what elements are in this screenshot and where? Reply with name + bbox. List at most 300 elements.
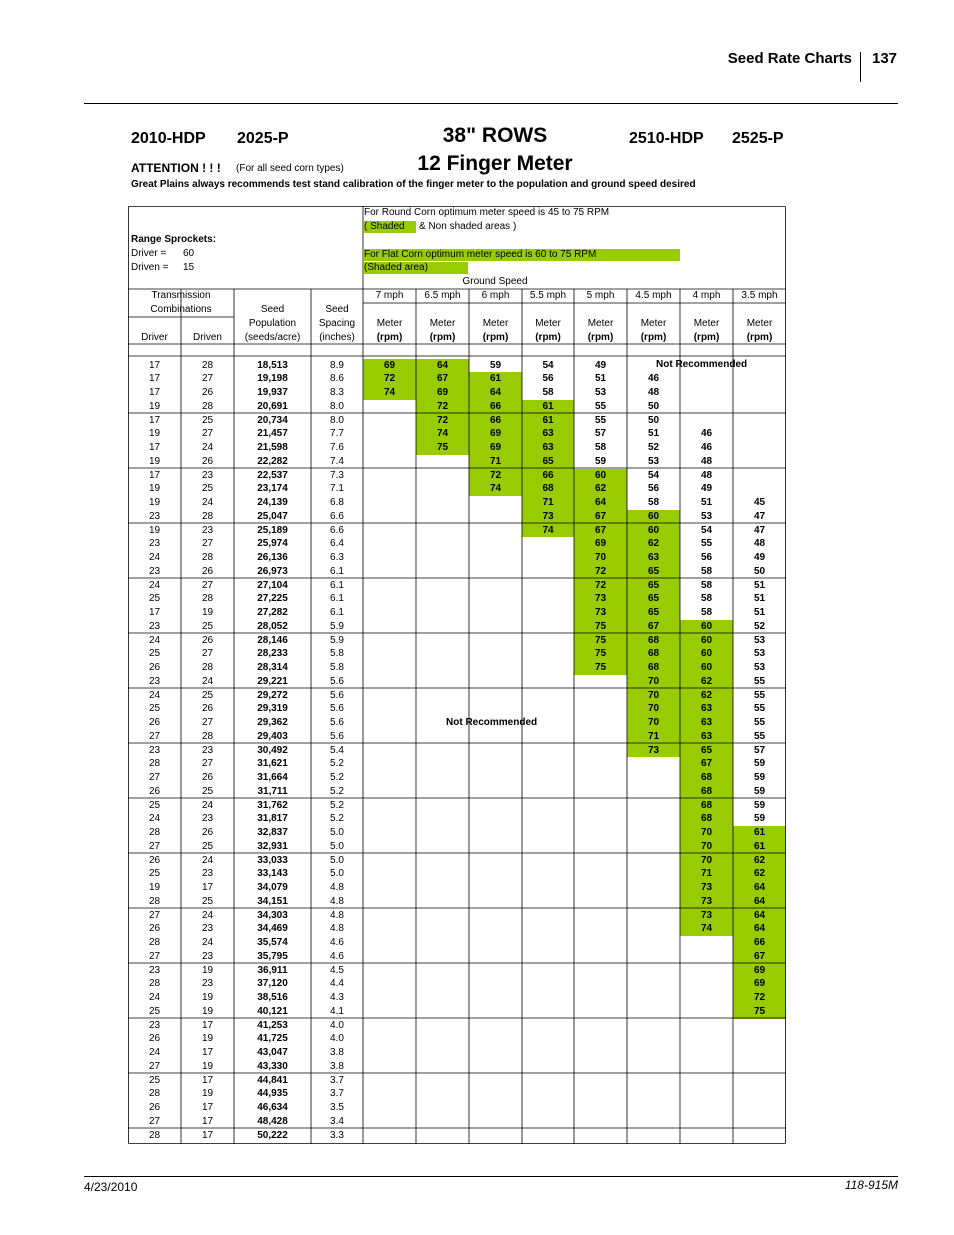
- driven-cell: 28: [201, 400, 214, 412]
- meter-rpm-cell: 53: [753, 662, 766, 673]
- spacing-cell: 5.8: [330, 648, 344, 660]
- driver-cell: 28: [148, 895, 161, 907]
- meter-rpm-cell: 56: [700, 552, 713, 563]
- population-cell: 25,974: [257, 538, 288, 550]
- driver-cell: 28: [148, 1129, 161, 1141]
- spacing-cell: 6.1: [330, 579, 344, 591]
- meter-rpm-cell: 64: [574, 496, 627, 510]
- driver-cell: 24: [148, 579, 161, 591]
- spacing-cell: 5.6: [330, 689, 344, 701]
- meter-rpm-cell: 62: [733, 867, 786, 881]
- section-title: Seed Rate Charts: [727, 50, 852, 67]
- population-cell: 50,222: [257, 1129, 288, 1141]
- driver-cell: 17: [148, 359, 161, 371]
- population-cell: 41,253: [257, 1019, 288, 1031]
- driver-cell: 23: [148, 1019, 161, 1031]
- meter-rpm-cell: 70: [574, 551, 627, 565]
- spacing-cell: 5.0: [330, 868, 344, 880]
- meter-rpm-cell: 49: [700, 483, 713, 495]
- driven-cell: 23: [201, 978, 214, 990]
- rpm-header: (rpm): [429, 332, 456, 343]
- population-cell: 26,973: [257, 565, 288, 577]
- meter-rpm-cell: 67: [574, 510, 627, 524]
- meter-rpm-cell: 54: [700, 524, 713, 536]
- spacing-cell: 5.2: [330, 813, 344, 825]
- driven-cell: 27: [201, 373, 214, 385]
- meter-rpm-cell: 63: [680, 730, 733, 744]
- meter-rpm-cell: 60: [680, 620, 733, 634]
- meter-rpm-cell: 51: [753, 579, 766, 591]
- spacing-cell: 8.0: [330, 400, 344, 412]
- meter-rpm-cell: 71: [469, 455, 522, 469]
- driven-cell: 19: [201, 1060, 214, 1072]
- driven-cell: 17: [201, 1019, 214, 1031]
- meter-rpm-cell: 61: [733, 840, 786, 854]
- meter-rpm-cell: 64: [469, 386, 522, 400]
- chart-title-rows: 38" ROWS: [442, 124, 548, 147]
- meter-rpm-cell: 60: [627, 524, 680, 538]
- meter-rpm-cell: 60: [627, 510, 680, 524]
- meter-rpm-cell: 51: [647, 428, 660, 440]
- meter-rpm-cell: 53: [753, 648, 766, 660]
- driven-cell: 27: [201, 538, 214, 550]
- population-cell: 22,282: [257, 455, 288, 467]
- meter-rpm-cell: 60: [680, 647, 733, 661]
- spacing-cell: 3.4: [330, 1115, 344, 1127]
- spacing-cell: 5.9: [330, 634, 344, 646]
- meter-rpm-cell: 65: [627, 565, 680, 579]
- driver-cell: 24: [148, 1047, 161, 1058]
- driver-cell: 19: [148, 882, 161, 893]
- header-separator: [860, 52, 861, 82]
- meter-rpm-cell: 73: [522, 510, 574, 524]
- spacing-cell: 5.6: [330, 717, 344, 728]
- driven-cell: 17: [201, 1074, 214, 1086]
- spacing-cell: 8.0: [330, 414, 344, 426]
- driver-cell: 19: [148, 497, 161, 508]
- population-cell: 27,225: [257, 593, 288, 605]
- round-corn-shaded-label: ( Shaded: [364, 221, 416, 233]
- population-cell: 31,621: [257, 758, 288, 770]
- meter-rpm-cell: 58: [647, 497, 660, 508]
- speed-header: 4.5 mph: [635, 290, 672, 301]
- meter-rpm-cell: 75: [416, 441, 469, 455]
- driven-sprocket-label: Driven =: [131, 262, 169, 273]
- meter-rpm-cell: 54: [542, 359, 554, 371]
- meter-rpm-cell: 70: [627, 716, 680, 730]
- population-cell: 37,120: [257, 978, 288, 990]
- spacing-cell: 3.8: [330, 1060, 344, 1072]
- driver-cell: 25: [148, 703, 161, 715]
- population-cell: 29,272: [257, 689, 288, 701]
- spacing-cell: 5.0: [330, 827, 344, 838]
- meter-rpm-cell: 59: [753, 772, 766, 783]
- population-cell: 20,734: [257, 414, 288, 426]
- meter-rpm-cell: 65: [522, 455, 574, 469]
- population-cell: 41,725: [257, 1033, 288, 1045]
- spacing-cell: 5.2: [330, 758, 344, 770]
- meter-rpm-cell: 67: [733, 950, 786, 964]
- driven-cell: 23: [201, 923, 214, 935]
- meter-rpm-cell: 58: [542, 387, 554, 398]
- meter-header: Meter: [693, 318, 720, 329]
- driver-cell: 17: [148, 387, 161, 398]
- population-cell: 40,121: [257, 1005, 288, 1017]
- meter-rpm-cell: 68: [680, 785, 733, 799]
- spacing-cell: 5.8: [330, 662, 344, 673]
- population-cell: 32,837: [257, 827, 288, 838]
- driver-cell: 23: [148, 964, 161, 976]
- driver-cell: 27: [148, 909, 161, 921]
- driver-cell: 26: [148, 785, 161, 797]
- speed-header: 6 mph: [481, 290, 510, 301]
- meter-rpm-cell: 70: [680, 840, 733, 854]
- population-cell: 22,537: [257, 469, 288, 481]
- spacing-cell: 4.3: [330, 992, 344, 1003]
- population-cell: 24,139: [257, 497, 288, 508]
- driven-cell: 17: [201, 1102, 214, 1113]
- meter-rpm-cell: 68: [680, 799, 733, 813]
- meter-rpm-cell: 59: [753, 785, 766, 797]
- meter-rpm-cell: 55: [700, 538, 713, 550]
- population-cell: 44,935: [257, 1088, 288, 1100]
- meter-rpm-cell: 46: [700, 428, 713, 440]
- driver-cell: 23: [148, 565, 161, 577]
- driven-cell: 26: [201, 827, 214, 838]
- meter-rpm-cell: 75: [574, 620, 627, 634]
- driver-cell: 19: [148, 524, 161, 536]
- driven-cell: 19: [201, 1088, 214, 1100]
- meter-rpm-cell: 69: [733, 977, 786, 991]
- driver-cell: 17: [148, 414, 161, 426]
- population-cell: 35,574: [257, 937, 288, 948]
- spacing-cell: 4.8: [330, 909, 344, 921]
- driven-cell: 28: [201, 662, 214, 673]
- spacing-cell: 4.6: [330, 937, 344, 948]
- meter-rpm-cell: 72: [416, 400, 469, 414]
- driven-cell: 26: [201, 634, 214, 646]
- spacing-cell: 5.9: [330, 620, 344, 632]
- meter-rpm-cell: 56: [542, 373, 554, 385]
- driven-cell: 24: [201, 854, 214, 866]
- driven-cell: 17: [201, 882, 214, 893]
- meter-rpm-cell: 59: [753, 799, 766, 811]
- population-cell: 19,937: [257, 387, 288, 398]
- population-cell: 26,136: [257, 552, 288, 563]
- meter-rpm-cell: 72: [469, 469, 522, 483]
- spacing-cell: 3.3: [330, 1129, 344, 1141]
- meter-rpm-cell: 69: [469, 427, 522, 441]
- driver-cell: 19: [148, 483, 161, 495]
- driver-cell: 27: [148, 1115, 161, 1127]
- meter-rpm-cell: 58: [594, 442, 607, 453]
- footer-rule: [84, 1176, 898, 1177]
- meter-rpm-cell: 74: [363, 386, 416, 400]
- meter-rpm-cell: 48: [647, 387, 660, 398]
- meter-rpm-cell: 62: [680, 689, 733, 703]
- driver-cell: 28: [148, 937, 161, 948]
- flat-corn-note: For Flat Corn optimum meter speed is 60 to 75 RPM: [364, 249, 680, 261]
- meter-rpm-cell: 69: [574, 537, 627, 551]
- driver-cell: 25: [148, 799, 161, 811]
- meter-rpm-cell: 55: [753, 703, 766, 715]
- driver-cell: 25: [148, 1005, 161, 1017]
- driver-cell: 23: [148, 538, 161, 550]
- population-cell: 43,047: [257, 1047, 288, 1058]
- chart-title-meter: 12 Finger Meter: [417, 152, 573, 175]
- driver-cell: 26: [148, 1033, 161, 1045]
- meter-rpm-cell: 63: [680, 716, 733, 730]
- speed-header: 7 mph: [375, 290, 404, 301]
- driver-sprocket-label: Driver =: [131, 248, 167, 259]
- meter-rpm-cell: 67: [574, 524, 627, 538]
- meter-rpm-cell: 72: [416, 414, 469, 428]
- meter-rpm-cell: 52: [647, 442, 660, 453]
- spacing-header-3: (inches): [319, 332, 355, 343]
- population-cell: 30,492: [257, 744, 288, 756]
- driven-cell: 25: [201, 689, 214, 701]
- spacing-cell: 5.2: [330, 799, 344, 811]
- driven-cell: 25: [201, 840, 214, 852]
- meter-rpm-cell: 72: [574, 565, 627, 579]
- meter-rpm-cell: 71: [680, 867, 733, 881]
- meter-rpm-cell: 64: [733, 881, 786, 895]
- attention-label: ATTENTION ! ! !: [131, 161, 221, 175]
- spacing-cell: 4.8: [330, 923, 344, 935]
- footer-date: 4/23/2010: [84, 1180, 138, 1194]
- population-cell: 29,221: [257, 675, 288, 687]
- meter-rpm-cell: 73: [627, 744, 680, 758]
- meter-header: Meter: [587, 318, 614, 329]
- meter-rpm-cell: 67: [627, 620, 680, 634]
- driver-cell: 24: [148, 992, 161, 1003]
- driven-cell: 27: [201, 758, 214, 770]
- spacing-cell: 3.5: [330, 1102, 344, 1113]
- meter-rpm-cell: 56: [647, 483, 660, 495]
- driven-cell: 27: [201, 428, 214, 440]
- meter-rpm-cell: 69: [363, 359, 416, 373]
- driven-cell: 28: [201, 552, 214, 563]
- meter-rpm-cell: 69: [733, 964, 786, 978]
- driver-cell: 25: [148, 593, 161, 605]
- meter-rpm-cell: 60: [574, 469, 627, 483]
- meter-rpm-cell: 74: [416, 427, 469, 441]
- population-cell: 25,189: [257, 524, 288, 536]
- driver-cell: 28: [148, 1088, 161, 1100]
- meter-rpm-cell: 68: [627, 634, 680, 648]
- driver-cell: 24: [148, 634, 161, 646]
- spacing-header-2: Spacing: [318, 318, 356, 329]
- speed-header: 6.5 mph: [424, 290, 461, 301]
- meter-rpm-cell: 59: [489, 359, 502, 371]
- meter-rpm-cell: 53: [647, 455, 660, 467]
- meter-rpm-cell: 61: [522, 400, 574, 414]
- driven-header: Driven: [193, 332, 222, 343]
- meter-rpm-cell: 61: [522, 414, 574, 428]
- driven-cell: 23: [201, 868, 214, 880]
- driven-cell: 25: [201, 414, 214, 426]
- meter-rpm-cell: 66: [522, 469, 574, 483]
- population-cell: 43,330: [257, 1060, 288, 1072]
- meter-rpm-cell: 69: [469, 441, 522, 455]
- meter-rpm-cell: 65: [680, 744, 733, 758]
- population-header-2: Population: [248, 318, 297, 329]
- population-cell: 19,198: [257, 373, 288, 385]
- population-cell: 33,033: [257, 854, 288, 866]
- meter-rpm-cell: 62: [733, 854, 786, 868]
- meter-rpm-cell: 50: [753, 565, 766, 577]
- calibration-recommendation: Great Plains always recommends test stand calibration of the finger meter to the population and ground speed desired: [131, 179, 696, 190]
- meter-rpm-cell: 60: [680, 634, 733, 648]
- driven-cell: 28: [201, 510, 214, 522]
- driver-cell: 26: [148, 717, 161, 728]
- meter-rpm-cell: 65: [627, 592, 680, 606]
- meter-rpm-cell: 73: [574, 606, 627, 620]
- rpm-header: (rpm): [587, 332, 614, 343]
- meter-rpm-cell: 68: [680, 812, 733, 826]
- driven-cell: 17: [201, 1129, 214, 1141]
- meter-rpm-cell: 63: [680, 702, 733, 716]
- spacing-cell: 7.1: [330, 483, 344, 495]
- driven-cell: 26: [201, 455, 214, 467]
- meter-rpm-cell: 48: [700, 455, 713, 467]
- round-corn-nonshaded-label: & Non shaded areas ): [419, 221, 517, 232]
- spacing-cell: 4.4: [330, 978, 344, 990]
- meter-rpm-cell: 55: [753, 717, 766, 728]
- meter-rpm-cell: 54: [647, 469, 660, 481]
- driven-cell: 24: [201, 909, 214, 921]
- driver-cell: 27: [148, 1060, 161, 1072]
- meter-rpm-cell: 62: [627, 537, 680, 551]
- meter-rpm-cell: 62: [574, 482, 627, 496]
- meter-rpm-cell: 46: [647, 373, 660, 385]
- meter-rpm-cell: 74: [469, 482, 522, 496]
- driver-cell: 28: [148, 827, 161, 838]
- meter-rpm-cell: 55: [753, 730, 766, 742]
- spacing-cell: 5.6: [330, 675, 344, 687]
- driver-cell: 24: [148, 813, 161, 825]
- meter-rpm-cell: 68: [627, 661, 680, 675]
- rpm-header: (rpm): [482, 332, 509, 343]
- population-cell: 29,403: [257, 730, 288, 742]
- driver-cell: 23: [148, 510, 161, 522]
- meter-rpm-cell: 75: [574, 647, 627, 661]
- driver-cell: 23: [148, 675, 161, 687]
- spacing-cell: 5.4: [330, 744, 344, 756]
- driven-cell: 24: [201, 799, 214, 811]
- meter-rpm-cell: 61: [733, 826, 786, 840]
- driven-cell: 19: [201, 607, 214, 618]
- meter-rpm-cell: 58: [700, 565, 713, 577]
- meter-rpm-cell: 71: [522, 496, 574, 510]
- spacing-cell: 5.6: [330, 730, 344, 742]
- driver-cell: 27: [148, 840, 161, 852]
- meter-rpm-cell: 57: [594, 428, 607, 440]
- meter-rpm-cell: 58: [700, 579, 713, 591]
- driver-cell: 27: [148, 772, 161, 783]
- population-cell: 32,931: [257, 840, 288, 852]
- rpm-header: (rpm): [640, 332, 667, 343]
- header-rule: [84, 103, 898, 104]
- driven-cell: 26: [201, 703, 214, 715]
- population-cell: 35,795: [257, 950, 288, 962]
- meter-header: Meter: [429, 318, 456, 329]
- population-cell: 27,282: [257, 607, 288, 618]
- meter-rpm-cell: 48: [700, 469, 713, 481]
- spacing-cell: 5.2: [330, 772, 344, 783]
- spacing-cell: 4.1: [330, 1005, 344, 1017]
- spacing-cell: 4.5: [330, 964, 344, 976]
- driver-cell: 23: [148, 744, 161, 756]
- driven-cell: 25: [201, 785, 214, 797]
- population-header-1: Seed: [260, 304, 285, 315]
- rpm-header: (rpm): [746, 332, 773, 343]
- population-cell: 28,233: [257, 648, 288, 660]
- spacing-cell: 4.6: [330, 950, 344, 962]
- driver-cell: 17: [148, 469, 161, 481]
- meter-rpm-cell: 53: [594, 387, 607, 398]
- driver-cell: 26: [148, 854, 161, 866]
- driven-cell: 17: [201, 1047, 214, 1058]
- population-cell: 34,303: [257, 909, 288, 921]
- driver-cell: 27: [148, 950, 161, 962]
- spacing-cell: 7.6: [330, 442, 344, 453]
- population-cell: 34,151: [257, 895, 288, 907]
- speed-header: 4 mph: [692, 290, 721, 301]
- spacing-cell: 4.0: [330, 1033, 344, 1045]
- driver-cell: 26: [148, 1102, 161, 1113]
- meter-rpm-cell: 63: [522, 427, 574, 441]
- rpm-header: (rpm): [535, 332, 561, 343]
- population-cell: 34,469: [257, 923, 288, 935]
- meter-rpm-cell: 55: [753, 675, 766, 687]
- meter-rpm-cell: 73: [574, 592, 627, 606]
- meter-header: Meter: [482, 318, 509, 329]
- meter-rpm-cell: 63: [522, 441, 574, 455]
- driver-cell: 23: [148, 620, 161, 632]
- meter-rpm-cell: 75: [733, 1005, 786, 1019]
- meter-rpm-cell: 55: [594, 414, 607, 426]
- population-cell: 27,104: [257, 579, 288, 591]
- driver-cell: 24: [148, 552, 161, 563]
- population-cell: 36,911: [257, 964, 288, 976]
- meter-rpm-cell: 59: [753, 813, 766, 825]
- meter-rpm-cell: 48: [753, 538, 766, 550]
- driven-cell: 25: [201, 895, 214, 907]
- driven-cell: 23: [201, 813, 214, 825]
- meter-rpm-cell: 49: [594, 359, 607, 371]
- driven-cell: 27: [201, 648, 214, 660]
- meter-rpm-cell: 70: [627, 702, 680, 716]
- meter-rpm-cell: 65: [627, 579, 680, 593]
- meter-rpm-cell: 69: [416, 386, 469, 400]
- speed-header: 5.5 mph: [529, 290, 567, 301]
- meter-rpm-cell: 53: [700, 510, 713, 522]
- meter-rpm-cell: 63: [627, 551, 680, 565]
- meter-rpm-cell: 65: [627, 606, 680, 620]
- spacing-cell: 3.7: [330, 1074, 344, 1086]
- rpm-header: (rpm): [693, 332, 720, 343]
- population-cell: 34,079: [257, 882, 288, 893]
- meter-header: Meter: [746, 318, 773, 329]
- driver-header: Driver: [141, 332, 168, 343]
- spacing-cell: 6.1: [330, 565, 344, 577]
- driver-cell: 25: [148, 648, 161, 660]
- meter-rpm-cell: 51: [753, 607, 766, 618]
- spacing-cell: 3.8: [330, 1047, 344, 1058]
- seed-rate-table: [128, 206, 786, 1144]
- transmission-header: Transmission: [151, 290, 211, 301]
